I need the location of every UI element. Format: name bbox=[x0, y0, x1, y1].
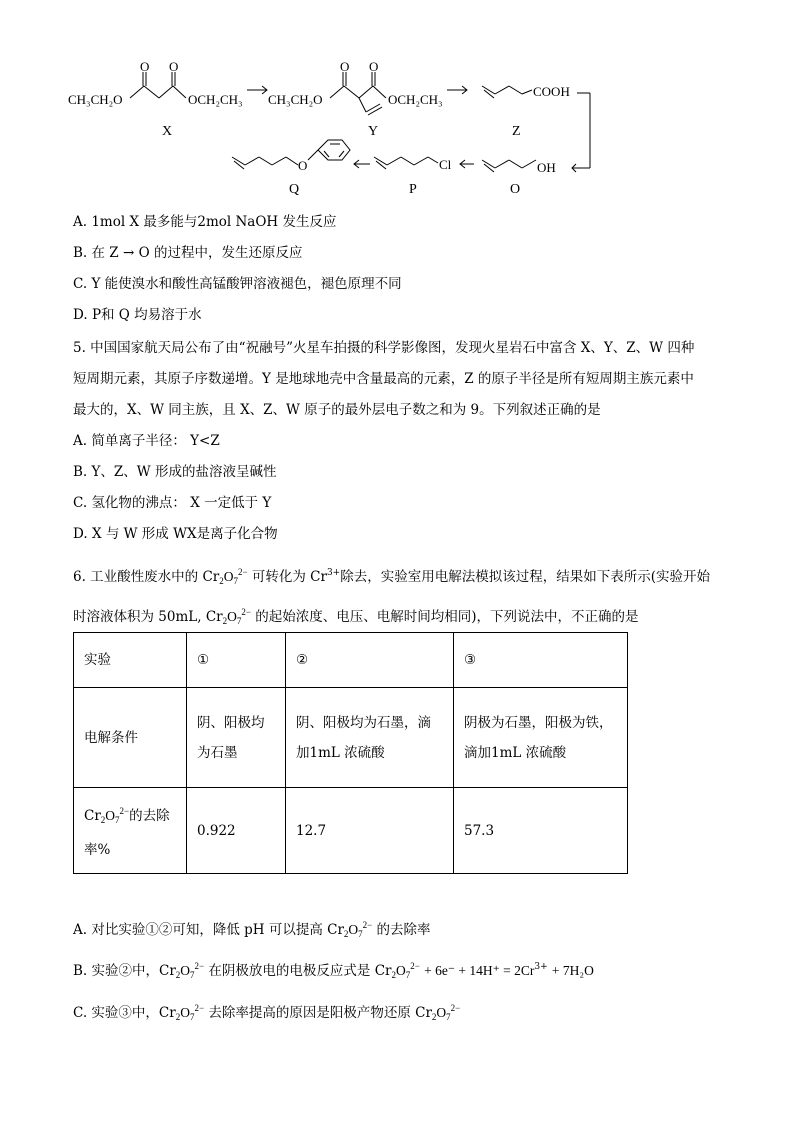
label-x: X bbox=[162, 124, 173, 139]
x-carbonyl-o1: O bbox=[140, 60, 150, 74]
q6-option-a: A. 对比实验①②可知，降低 pH 可以提高 $Cr_2O_7^{2-}$ 的去除率 bbox=[73, 920, 431, 939]
q5-option-b: B. Y、Z、W 形成的盐溶液呈碱性 bbox=[73, 464, 277, 480]
q6-option-c: C. 实验③中，$Cr_2O_7^{2-}$ 去除率提高的原因是阳极产物还原 $Cr_2O_7^{2-}$ bbox=[73, 1003, 461, 1022]
q5-stem-line2: 短周期元素，其原子序数递增。Y 是地球地壳中含量最高的元素，Z 的原子半径是所有短周期主族元素中 bbox=[73, 371, 694, 387]
y-carbonyl-o1: O bbox=[340, 60, 350, 74]
table-header-2: ② bbox=[286, 633, 454, 688]
q4-option-c: C. Y 能使溴水和酸性高锰酸钾溶液褪色，褪色原理不同 bbox=[73, 276, 402, 292]
table-cell-removal-1: 0.922 bbox=[187, 788, 286, 874]
x-carbonyl-o2: O bbox=[169, 60, 179, 74]
label-y: Y bbox=[368, 124, 379, 139]
reaction-scheme bbox=[62, 60, 742, 200]
y-carbonyl-o2: O bbox=[369, 60, 379, 74]
y-left-group: CH₃CH₂O bbox=[268, 92, 323, 107]
table-cell-removal-2: 12.7 bbox=[286, 788, 454, 874]
table-header-3: ③ bbox=[454, 633, 628, 688]
q4-option-a: A. 1mol X 最多能与2mol NaOH 发生反应 bbox=[73, 214, 337, 230]
p-group: Cl bbox=[439, 157, 452, 172]
q5-stem-line3: 最大的，X、W 同主族，且 X、Z、W 原子的最外层电子数之和为 9。下列叙述正确的是 bbox=[73, 402, 601, 418]
experiment-table bbox=[73, 632, 628, 874]
q6-stem-line1: 6. 工业酸性废水中的 $Cr_2O_7^{2-}$ 可转化为 $Cr^{3+}$除去，实验室用电解法模拟该过程，结果如下表所示(实验开始 bbox=[73, 567, 711, 586]
table-header-experiment: 实验 bbox=[74, 633, 187, 688]
table-cell-condition-1: 阴、阳极均为石墨 bbox=[187, 688, 286, 788]
q5-stem-line1: 5. 中国国家航天局公布了由“祝融号”火星车拍摄的科学影像图，发现火星岩石中富含 X、Y、Z、W 四种 bbox=[73, 340, 695, 356]
o-group: OH bbox=[537, 160, 556, 175]
reaction-scheme-svg bbox=[62, 60, 742, 200]
label-z: Z bbox=[512, 124, 521, 139]
table-header-1: ① bbox=[187, 633, 286, 688]
q6-option-b: B. 实验②中，$Cr_2O_7^{2-}$ 在阴极放电的电极反应式是 $Cr_2O_7^{2-} + 6e^- + 14H^+ = 2Cr^{3+} + 7H_2O$ bbox=[73, 961, 594, 980]
label-q: Q bbox=[289, 182, 300, 197]
q5-option-c: C. 氢化物的沸点： X 一定低于 Y bbox=[73, 495, 272, 511]
x-left-group: CH₃CH₂O bbox=[68, 92, 123, 107]
table-cell-condition-label: 电解条件 bbox=[74, 688, 187, 788]
q5-option-a: A. 简单离子半径： Y<Z bbox=[73, 433, 220, 449]
table-cell-condition-2: 阴、阳极均为石墨，滴加1mL 浓硫酸 bbox=[286, 688, 454, 788]
q-ether-o: O bbox=[298, 158, 308, 173]
q4-option-b: B. 在 Z → O 的过程中，发生还原反应 bbox=[73, 245, 303, 261]
table-cell-removal-3: 57.3 bbox=[454, 788, 628, 874]
label-p: P bbox=[409, 182, 417, 197]
q5-option-d: D. X 与 W 形成 WX是离子化合物 bbox=[73, 526, 278, 542]
table-cell-condition-3: 阴极为石墨，阳极为铁，滴加1mL 浓硫酸 bbox=[454, 688, 628, 788]
q4-option-d: D. P和 Q 均易溶于水 bbox=[73, 307, 202, 323]
z-group: COOH bbox=[533, 84, 570, 99]
q6-stem-line2: 时溶液体积为 50mL, $Cr_2O_7^{2-}$ 的起始浓度、电压、电解时间均相同)，下列说法中，不正确的是 bbox=[73, 607, 639, 626]
y-right-group: OCH₂CH₃ bbox=[388, 92, 443, 107]
label-o: O bbox=[510, 182, 521, 197]
x-right-group: OCH₂CH₃ bbox=[188, 92, 243, 107]
table-cell-removal-label: $Cr_2O_7^{2-}$的去除率% bbox=[74, 788, 187, 874]
